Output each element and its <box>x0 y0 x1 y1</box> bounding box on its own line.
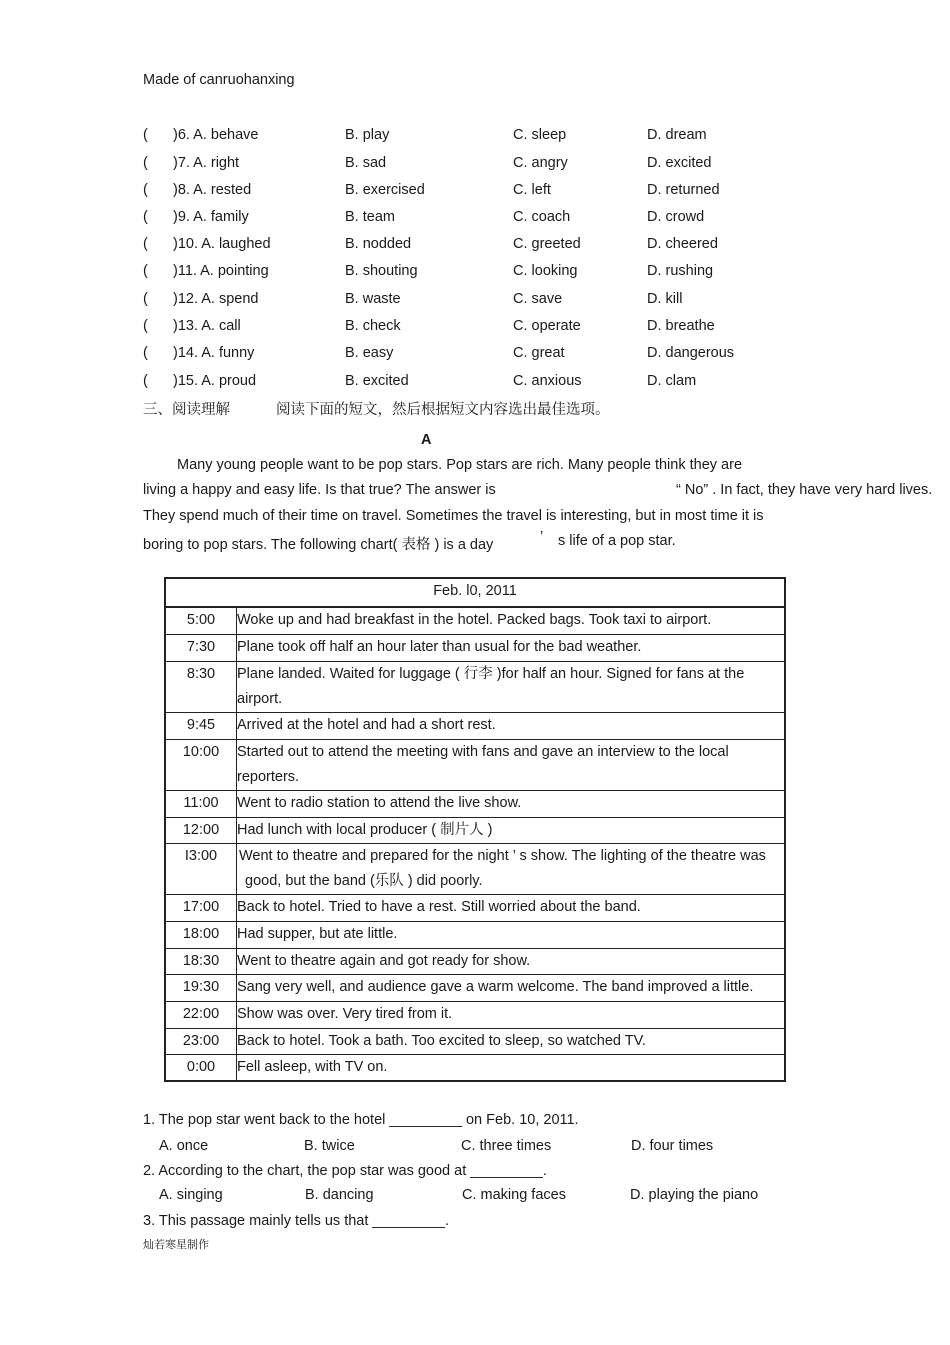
schedule-row <box>165 790 785 817</box>
schedule-time: 8:30 <box>165 661 237 712</box>
option-a: )9. A. family <box>173 209 249 225</box>
schedule-event: Started out to attend the meeting with fans and gave an interview to the local reporters. <box>237 739 786 790</box>
option-d: D. rushing <box>647 263 714 279</box>
question-stem: 2. According to the chart, the pop star was good at _________. <box>143 1163 547 1179</box>
option-b: B. exercised <box>345 182 425 198</box>
passage-line-3: They spend much of their time on travel. Sometimes the travel is interesting, but in most time it is <box>143 508 764 524</box>
schedule-row <box>165 921 785 948</box>
answer-paren: ( <box>143 127 148 143</box>
schedule-event <box>237 843 786 894</box>
schedule-time: 22:00 <box>165 1001 237 1028</box>
schedule-event: Arrived at the hotel and had a short rest. <box>237 712 786 739</box>
option-a: )10. A. laughed <box>173 236 271 252</box>
option-a: )14. A. funny <box>173 345 255 361</box>
cloze-question-row <box>143 209 903 229</box>
option-a: )15. A. proud <box>173 373 257 389</box>
option-b: B. play <box>345 127 390 143</box>
option-c: C. save <box>513 291 563 307</box>
answer-paren: ( <box>143 155 148 171</box>
schedule-event: Back to hotel. Tried to have a rest. Still worried about the band. <box>237 894 786 921</box>
schedule-row <box>165 817 785 843</box>
option-a: )8. A. rested <box>173 182 252 198</box>
answer-paren: ( <box>143 263 148 279</box>
option-c: C. operate <box>513 318 581 334</box>
answer-paren: ( <box>143 318 148 334</box>
section-title: 三、阅读理解 <box>143 402 230 418</box>
cloze-question-row <box>143 155 903 175</box>
option-d: D. cheered <box>647 236 718 252</box>
schedule-date: Feb. l0, 2011 <box>165 578 785 607</box>
option-d: D. excited <box>647 155 712 171</box>
schedule-time: 23:00 <box>165 1028 237 1054</box>
schedule-time: 10:00 <box>165 739 237 790</box>
schedule-time: 0:00 <box>165 1054 237 1081</box>
question-option: B. dancing <box>305 1187 374 1203</box>
schedule-time: 9:45 <box>165 712 237 739</box>
cloze-question-row <box>143 127 903 147</box>
schedule-row <box>165 712 785 739</box>
option-c: C. coach <box>513 209 571 225</box>
section-instruction: 阅读下面的短文，然后根据短文内容选出最佳选项。 <box>276 402 610 418</box>
option-d: D. dream <box>647 127 707 143</box>
option-c: C. sleep <box>513 127 567 143</box>
schedule-event: Plane landed. Waited for luggage ( 行李 )for half an hour. Signed for fans at the airport. <box>237 661 786 712</box>
schedule-time: 17:00 <box>165 894 237 921</box>
question-option: D. playing the piano <box>630 1187 759 1203</box>
cloze-question-row <box>143 291 903 311</box>
passage-line-1: Many young people want to be pop stars. Pop stars are rich. Many people think they are <box>177 457 743 473</box>
cloze-question-row <box>143 236 903 256</box>
option-d: D. clam <box>647 373 697 389</box>
schedule-row <box>165 607 785 634</box>
schedule-event: Had supper, but ate little. <box>237 921 786 948</box>
option-a: )7. A. right <box>173 155 240 171</box>
option-b: B. check <box>345 318 401 334</box>
passage-line-4-end: s life of a pop star. <box>558 533 676 549</box>
passage-line-4: boring to pop stars. The following chart( 表格 ) is a day <box>143 537 494 553</box>
option-a: )6. A. behave <box>173 127 259 143</box>
schedule-event-line: Went to theatre and prepared for the night ’ s show. The lighting of the theatre was <box>239 847 766 864</box>
schedule-event: Show was over. Very tired from it. <box>237 1001 786 1028</box>
schedule-row <box>165 1028 785 1054</box>
cloze-question-row <box>143 263 903 283</box>
schedule-row <box>165 948 785 974</box>
option-a: )11. A. pointing <box>173 263 269 279</box>
answer-paren: ( <box>143 345 148 361</box>
question-option: C. making faces <box>462 1187 566 1203</box>
option-c: C. great <box>513 345 565 361</box>
schedule-row <box>165 739 785 790</box>
schedule-time: 18:30 <box>165 948 237 974</box>
schedule-row <box>165 843 785 894</box>
passage-apostrophe: ’ <box>540 529 544 545</box>
schedule-row <box>165 1001 785 1028</box>
option-a: )13. A. call <box>173 318 241 334</box>
option-d: D. kill <box>647 291 683 307</box>
question-option: D. four times <box>631 1138 714 1154</box>
schedule-time: 18:00 <box>165 921 237 948</box>
schedule-row <box>165 661 785 712</box>
option-c: C. greeted <box>513 236 581 252</box>
option-d: D. dangerous <box>647 345 735 361</box>
option-b: B. waste <box>345 291 401 307</box>
schedule-event: Back to hotel. Took a bath. Too excited to sleep, so watched TV. <box>237 1028 786 1054</box>
question-option: A. once <box>159 1138 209 1154</box>
schedule-event: Fell asleep, with TV on. <box>237 1054 786 1081</box>
cloze-question-row <box>143 345 903 365</box>
passage-label: A <box>421 432 432 448</box>
question-option: A. singing <box>159 1187 223 1203</box>
schedule-time: I3:00 <box>165 843 237 894</box>
option-c: C. looking <box>513 263 578 279</box>
document-footer: 灿若寒星制作 <box>143 1238 209 1251</box>
question-option: C. three times <box>461 1138 552 1154</box>
cloze-question-row <box>143 373 903 393</box>
answer-paren: ( <box>143 209 148 225</box>
schedule-event-line: good, but the band (乐队 ) did poorly. <box>245 872 483 889</box>
option-b: B. excited <box>345 373 409 389</box>
answer-paren: ( <box>143 291 148 307</box>
option-b: B. shouting <box>345 263 418 279</box>
option-a: )12. A. spend <box>173 291 259 307</box>
schedule-event: Plane took off half an hour later than usual for the bad weather. <box>237 634 786 661</box>
option-c: C. left <box>513 182 551 198</box>
schedule-event: Woke up and had breakfast in the hotel. Packed bags. Took taxi to airport. <box>237 607 786 634</box>
schedule-time: 5:00 <box>165 607 237 634</box>
schedule-time: 19:30 <box>165 974 237 1001</box>
schedule-row <box>165 974 785 1001</box>
option-b: B. team <box>345 209 395 225</box>
option-d: D. returned <box>647 182 720 198</box>
schedule-time: 12:00 <box>165 817 237 843</box>
option-b: B. easy <box>345 345 394 361</box>
schedule-row <box>165 1054 785 1081</box>
schedule-event: Went to radio station to attend the live show. <box>237 790 786 817</box>
schedule-table <box>164 577 786 1082</box>
passage-line-2: living a happy and easy life. Is that true? The answer is <box>143 482 496 498</box>
option-b: B. sad <box>345 155 387 171</box>
option-c: C. anxious <box>513 373 582 389</box>
question-stem: 3. This passage mainly tells us that _________. <box>143 1213 450 1229</box>
option-b: B. nodded <box>345 236 412 252</box>
question-option: B. twice <box>304 1138 355 1154</box>
schedule-time: 11:00 <box>165 790 237 817</box>
option-d: D. breathe <box>647 318 715 334</box>
schedule-event: Had lunch with local producer ( 制片人 ) <box>237 817 786 843</box>
cloze-question-row <box>143 182 903 202</box>
document-header: Made of canruohanxing <box>143 72 295 88</box>
answer-paren: ( <box>143 236 148 252</box>
option-d: D. crowd <box>647 209 705 225</box>
schedule-row <box>165 634 785 661</box>
question-stem: 1. The pop star went back to the hotel _________ on Feb. 10, 2011. <box>143 1112 579 1128</box>
passage-line-2-end: “ No” . In fact, they have very hard lives. <box>676 482 933 498</box>
section-heading <box>143 398 610 419</box>
answer-paren: ( <box>143 182 148 198</box>
cloze-question-row <box>143 318 903 338</box>
option-c: C. angry <box>513 155 568 171</box>
schedule-row <box>165 894 785 921</box>
schedule-event: Went to theatre again and got ready for show. <box>237 948 786 974</box>
schedule-time: 7:30 <box>165 634 237 661</box>
answer-paren: ( <box>143 373 148 389</box>
schedule-event: Sang very well, and audience gave a warm welcome. The band improved a little. <box>237 974 786 1001</box>
